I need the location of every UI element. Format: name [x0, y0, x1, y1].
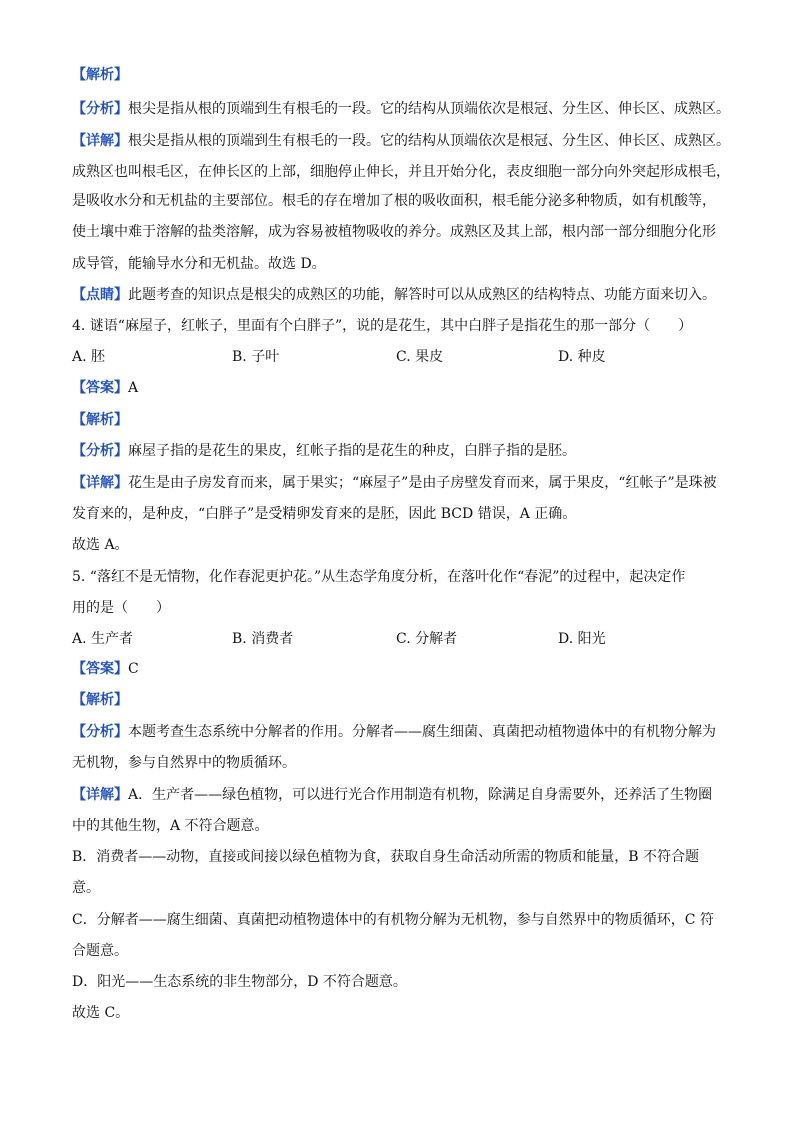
q3-fenxi: 【分析】根尖是指从根的顶端到生有根毛的一段。它的结构从顶端依次是根冠、分生区、伸长区、成熟区。 — [72, 101, 730, 117]
q5-option-b: B. 消费者 — [232, 631, 294, 647]
q5-option-a: A. 生产者 — [72, 631, 134, 647]
q5-stem-line-2: 用的是（ ） — [72, 600, 170, 616]
q4-jiexi-heading: 【解析】 — [72, 412, 128, 428]
q4-option-a: A. 胚 — [72, 349, 106, 365]
q5-jiexi-heading: 【解析】 — [72, 692, 128, 708]
q3-xiangjie-line-4: 使土壤中难于溶解的盐类溶解，成为容易被植物吸收的养分。成熟区及其上部，根内部一部分细胞分化形 — [72, 224, 716, 240]
q4-option-b: B. 子叶 — [232, 349, 280, 365]
q5-xiangjie-a-line-1: 【详解】A．生产者——绿色植物，可以进行光合作用制造有机物，除满足自身需要外，还养活了生物圈 — [72, 787, 713, 803]
q5-option-d: D. 阳光 — [558, 631, 606, 647]
q5-xiangjie-b-line-2: 意。 — [72, 880, 100, 896]
q5-xiangjie-d-line-1: D．阳光——生态系统的非生物部分，D 不符合题意。 — [72, 974, 407, 990]
q3-dianjing: 【点睛】此题考查的知识点是根尖的成熟区的功能，解答时可以从成熟区的结构特点、功能方面来切入。 — [72, 287, 716, 303]
q5-answer: 【答案】C — [72, 661, 139, 677]
q4-xiangjie-line-2: 发育来的，是种皮，“白胖子”是受精卵发育来的是胚，因此 BCD 错误，A 正确。 — [72, 506, 577, 522]
q5-xiangjie-a-line-2: 中的其他生物，A 不符合题意。 — [72, 818, 269, 834]
q5-xiangjie-c-line-2: 合题意。 — [72, 943, 128, 959]
q4-answer: 【答案】A — [72, 380, 139, 396]
q4-stem: 4. 谜语“麻屋子，红帐子，里面有个白胖子”，说的是花生，其中白胖子是指花生的那一部分（ ） — [72, 318, 693, 334]
q4-xiangjie-line-1: 【详解】花生是由子房发育而来，属于果实；“麻屋子”是由子房壁发育而来，属于果皮，“红帐子”是珠被 — [72, 475, 717, 491]
q3-xiangjie-line-1: 【详解】根尖是指从根的顶端到生有根毛的一段。它的结构从顶端依次是根冠、分生区、伸长区、成熟区。 — [72, 133, 730, 149]
q5-conclusion: 故选 C。 — [72, 1005, 130, 1021]
q5-option-c: C. 分解者 — [396, 631, 458, 647]
q3-jiexi-heading: 【解析】 — [72, 67, 128, 83]
q5-fenxi-line-2: 无机物，参与自然界中的物质循环。 — [72, 755, 296, 771]
q3-xiangjie-line-5: 成导管，能输导水分和无机盐。故选 D。 — [72, 256, 326, 272]
q4-option-c: C. 果皮 — [396, 349, 444, 365]
q5-stem-line-1: 5. “落红不是无情物，化作春泥更护花。”从生态学角度分析，在落叶化作“春泥”的过程中，起决定作 — [72, 569, 686, 585]
q5-xiangjie-c-line-1: C．分解者——腐生细菌、真菌把动植物遗体中的有机物分解为无机物，参与自然界中的物质循环，C 符 — [72, 912, 714, 928]
q4-option-d: D. 种皮 — [558, 349, 606, 365]
q3-xiangjie-line-2: 成熟区也叫根毛区，在伸长区的上部，细胞停止伸长，并且开始分化，表皮细胞一部分向外突起形成根毛， — [72, 164, 730, 180]
q4-fenxi: 【分析】麻屋子指的是花生的果皮，红帐子指的是花生的种皮，白胖子指的是胚。 — [72, 443, 576, 459]
q3-xiangjie-line-3: 是吸收水分和无机盐的主要部位。根毛的存在增加了根的吸收面积，根毛能分泌多种物质，如有机酸等， — [72, 193, 716, 209]
q5-fenxi-line-1: 【分析】本题考查生态系统中分解者的作用。分解者——腐生细菌、真菌把动植物遗体中的有机物分解为 — [72, 724, 716, 740]
q4-conclusion: 故选 A。 — [72, 537, 129, 553]
q5-xiangjie-b-line-1: B．消费者——动物，直接或间接以绿色植物为食，获取自身生命活动所需的物质和能量，B 不符合题 — [72, 849, 700, 865]
